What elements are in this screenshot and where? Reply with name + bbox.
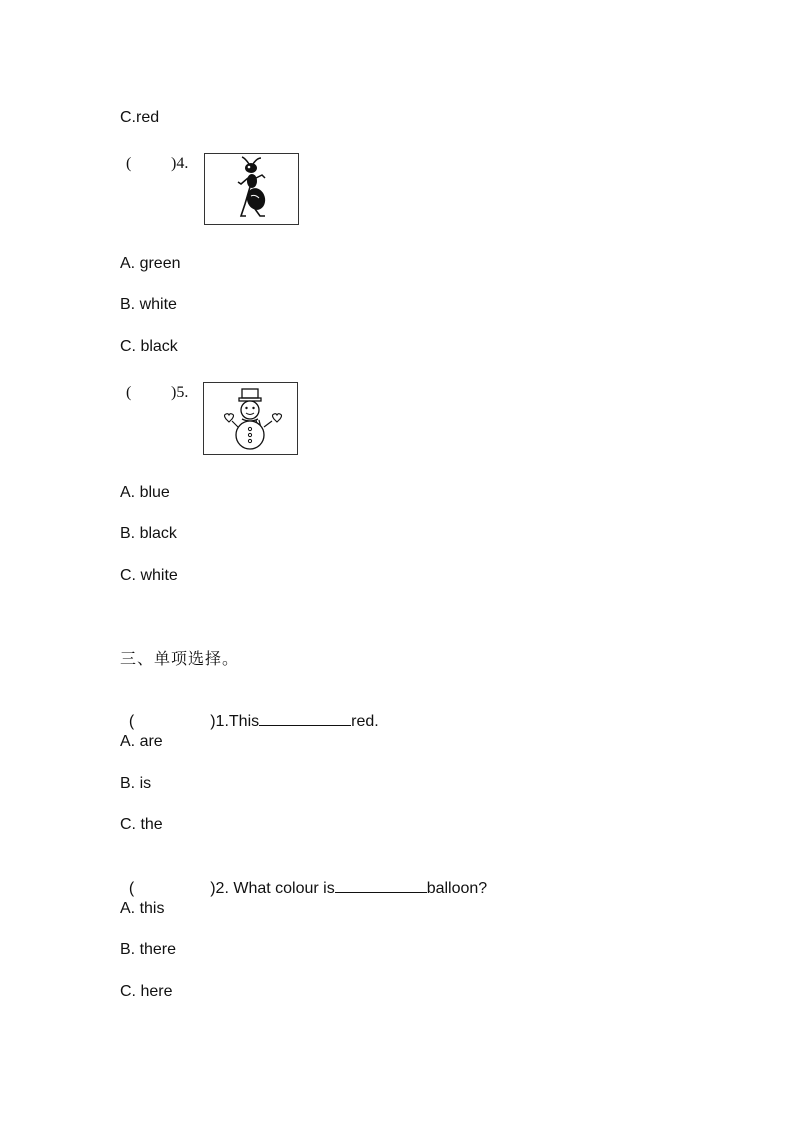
p3-q1-paren-open: ( (128, 713, 135, 730)
p3-q2-prefix: )2. What colour is (210, 880, 335, 897)
p3-q1-blank (259, 710, 351, 726)
p3-q2-option-a: A. this (120, 900, 165, 917)
q4-paren-open: ( (126, 155, 132, 172)
q4-number: )4. (171, 155, 189, 172)
q4-option-a: A. green (120, 255, 181, 272)
p3-q2-option-c: C. here (120, 983, 173, 1000)
q4-option-b: B. white (120, 296, 177, 313)
p3-q1-option-c: C. the (120, 816, 163, 833)
section-heading: 三、单项选择。 (120, 649, 240, 668)
q5-paren-open: ( (126, 384, 132, 401)
q5-option-c: C. white (120, 567, 178, 584)
q5-option-b: B. black (120, 525, 177, 542)
p3-q1-suffix: red. (351, 713, 379, 730)
q5-option-a: A. blue (120, 484, 170, 501)
p3-q1-stem (120, 690, 379, 732)
p3-q2-option-b: B. there (120, 941, 177, 958)
q5-picture (203, 382, 298, 455)
p3-q2-stem (120, 857, 487, 899)
p3-q2-blank (335, 877, 427, 893)
p3-q1-option-b: B. is (120, 775, 152, 792)
p3-q1-prefix: )1.This (210, 713, 260, 730)
p3-q1-option-a: A. are (120, 733, 163, 750)
p3-q2-paren-open: ( (128, 880, 135, 897)
q5-number: )5. (171, 384, 189, 401)
ant-icon (205, 154, 298, 224)
q3-option-c: C.red (120, 109, 160, 126)
p3-q2-suffix: balloon? (426, 880, 488, 897)
q4-picture (204, 153, 299, 225)
q4-option-c: C. black (120, 338, 178, 355)
snowman-icon (204, 383, 297, 454)
